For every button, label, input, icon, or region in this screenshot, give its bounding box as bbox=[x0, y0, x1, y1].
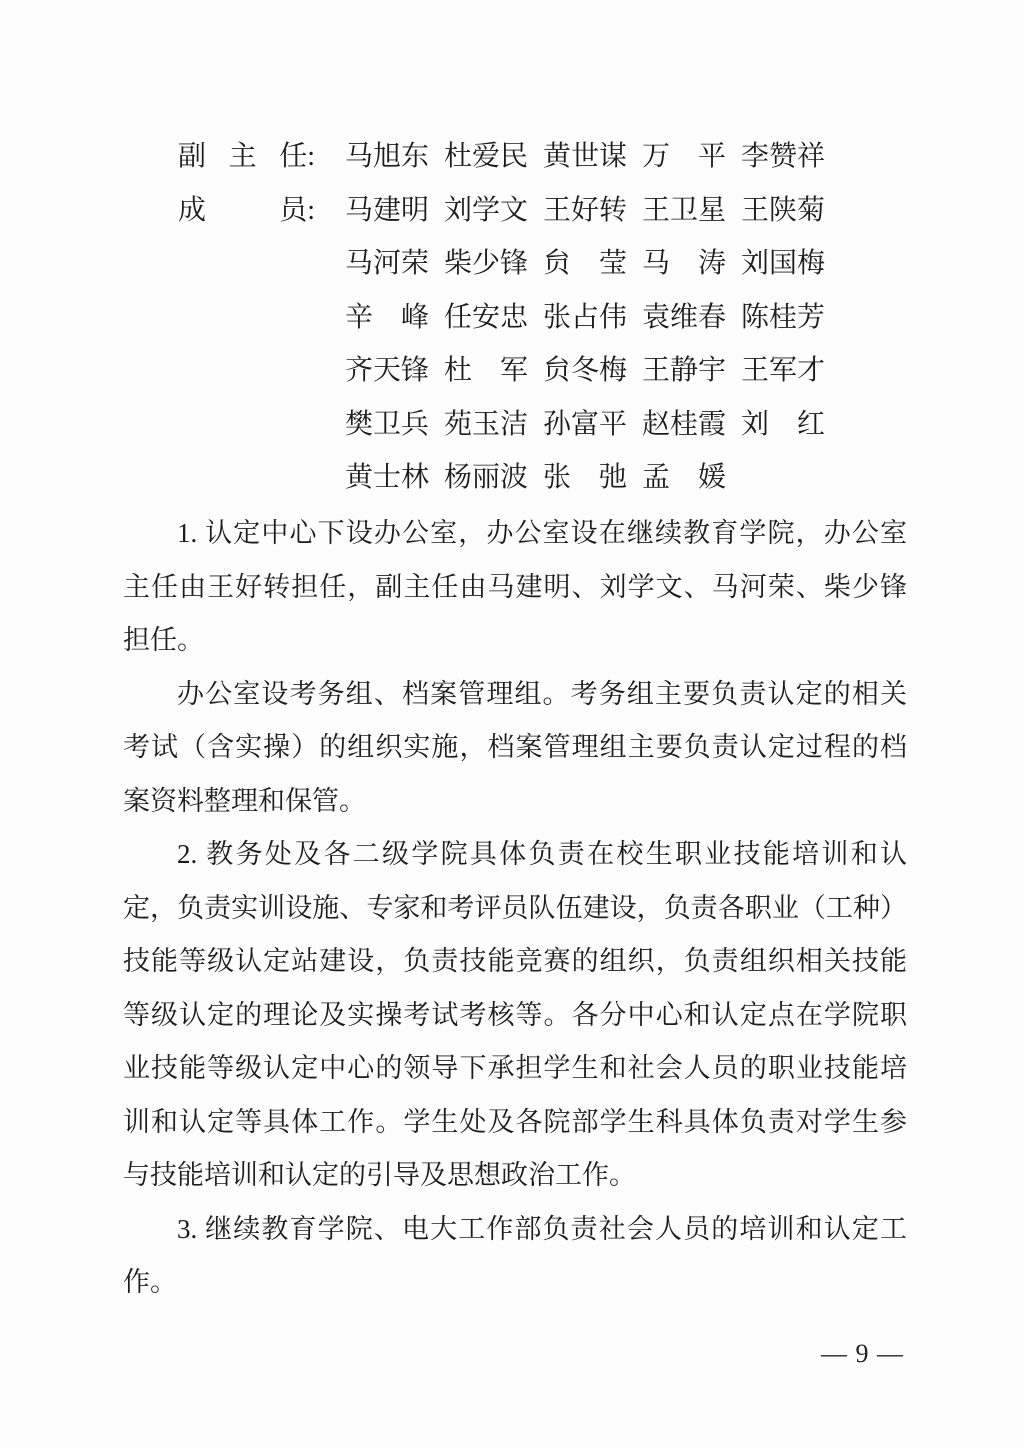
roster-role-label bbox=[178, 451, 315, 505]
roster-row bbox=[178, 237, 840, 291]
paragraph-line: 训和认定等具体工作。学生处及各院部学生科具体负责对学生参 bbox=[123, 1106, 907, 1137]
roster-names bbox=[345, 291, 840, 345]
member-name: 刘国梅 bbox=[741, 248, 826, 279]
roster-names bbox=[345, 451, 741, 505]
body-paragraph bbox=[123, 668, 907, 829]
role-label-char: 副 bbox=[178, 141, 207, 172]
roster-role-label bbox=[178, 344, 315, 398]
role-label-char: 任: bbox=[279, 141, 315, 172]
member-name: 王静宇 bbox=[642, 355, 727, 386]
paragraph-line: 与技能培训和认定的引导及思想政治工作。 bbox=[123, 1160, 636, 1190]
roster-names bbox=[345, 184, 840, 238]
member-name: 王好转 bbox=[543, 194, 628, 226]
member-name: 马河荣 bbox=[345, 248, 430, 279]
member-name: 黄世谋 bbox=[543, 141, 628, 172]
member-name: 张占伟 bbox=[543, 301, 628, 333]
paragraph-line: 作。 bbox=[123, 1267, 177, 1297]
member-name: 孟 媛 bbox=[642, 462, 727, 493]
member-name: 李赞祥 bbox=[741, 141, 826, 172]
roster-row bbox=[178, 398, 840, 452]
roster-role-label bbox=[178, 184, 315, 238]
page-number: — 9 — bbox=[821, 1339, 904, 1368]
member-name: 杜爱民 bbox=[444, 141, 529, 172]
member-name: 樊卫兵 bbox=[345, 408, 430, 440]
roster-row bbox=[178, 344, 840, 398]
member-name: 黄士林 bbox=[345, 462, 430, 493]
roster-role-label bbox=[178, 291, 315, 345]
roster-row bbox=[178, 184, 840, 238]
body-paragraph bbox=[123, 1203, 907, 1310]
member-name: 马 涛 bbox=[642, 248, 727, 279]
paragraph-line: 技能等级认定站建设，负责技能竞赛的组织，负责组织相关技能 bbox=[123, 946, 907, 976]
body-paragraph bbox=[123, 828, 907, 1203]
member-name: 苑玉洁 bbox=[444, 408, 529, 440]
document-body bbox=[123, 507, 907, 1310]
role-label-char: 成 bbox=[178, 194, 207, 226]
roster-role-label bbox=[178, 237, 315, 291]
member-name: 马建明 bbox=[345, 194, 430, 226]
member-name: 贠冬梅 bbox=[543, 355, 628, 386]
roster-names bbox=[345, 398, 840, 452]
roster-names bbox=[345, 344, 840, 398]
roster-role-label bbox=[178, 130, 315, 184]
member-name: 辛 峰 bbox=[345, 301, 430, 333]
member-name: 柴少锋 bbox=[444, 248, 529, 279]
paragraph-line: 主任由王好转担任，副主任由马建明、刘学文、马河荣、柴少锋 bbox=[123, 571, 907, 602]
body-paragraph bbox=[123, 507, 907, 668]
member-name: 赵桂霞 bbox=[642, 408, 727, 440]
member-name: 马旭东 bbox=[345, 141, 430, 172]
member-name: 任安忠 bbox=[444, 301, 529, 333]
paragraph-line: 定，负责实训设施、专家和考评员队伍建设，负责各职业（工种） bbox=[123, 892, 907, 923]
member-name: 王军才 bbox=[741, 355, 826, 386]
paragraph-line: 2. 教务处及各二级学院具体负责在校生职业技能培训和认 bbox=[177, 839, 907, 869]
roster-role-label bbox=[178, 398, 315, 452]
member-name: 张 弛 bbox=[543, 462, 628, 493]
roster-row bbox=[178, 451, 840, 505]
paragraph-line: 办公室设考务组、档案管理组。考务组主要负责认定的相关 bbox=[177, 678, 907, 709]
member-name: 杜 军 bbox=[444, 355, 529, 386]
member-name: 刘 红 bbox=[741, 408, 826, 440]
roster-row bbox=[178, 291, 840, 345]
member-name: 王卫星 bbox=[642, 194, 727, 226]
member-name: 陈桂芳 bbox=[741, 301, 826, 333]
role-label-char: 员: bbox=[279, 194, 315, 226]
roster-row bbox=[178, 130, 840, 184]
committee-roster bbox=[178, 130, 840, 505]
member-name: 杨丽波 bbox=[444, 462, 529, 493]
member-name: 王陕菊 bbox=[741, 194, 826, 226]
paragraph-line: 3. 继续教育学院、电大工作部负责社会人员的培训和认定工 bbox=[177, 1213, 907, 1244]
member-name: 贠 莹 bbox=[543, 248, 628, 279]
member-name: 齐天锋 bbox=[345, 355, 430, 386]
paragraph-line: 等级认定的理论及实操考试考核等。各分中心和认定点在学院职 bbox=[123, 999, 907, 1030]
member-name: 刘学文 bbox=[444, 194, 529, 226]
member-name: 孙富平 bbox=[543, 408, 628, 440]
member-name: 袁维春 bbox=[642, 301, 727, 333]
paragraph-line: 考试（含实操）的组织实施，档案管理组主要负责认定过程的档 bbox=[123, 732, 907, 762]
role-label-char: 主 bbox=[228, 141, 257, 172]
roster-names bbox=[345, 237, 840, 291]
paragraph-line: 案资料整理和保管。 bbox=[123, 785, 366, 816]
paragraph-line: 业技能等级认定中心的领导下承担学生和社会人员的职业技能培 bbox=[123, 1053, 907, 1083]
paragraph-line: 1. 认定中心下设办公室，办公室设在继续教育学院，办公室 bbox=[177, 518, 907, 548]
roster-names bbox=[345, 130, 840, 184]
paragraph-line: 担任。 bbox=[123, 625, 204, 655]
member-name: 万 平 bbox=[642, 141, 727, 172]
